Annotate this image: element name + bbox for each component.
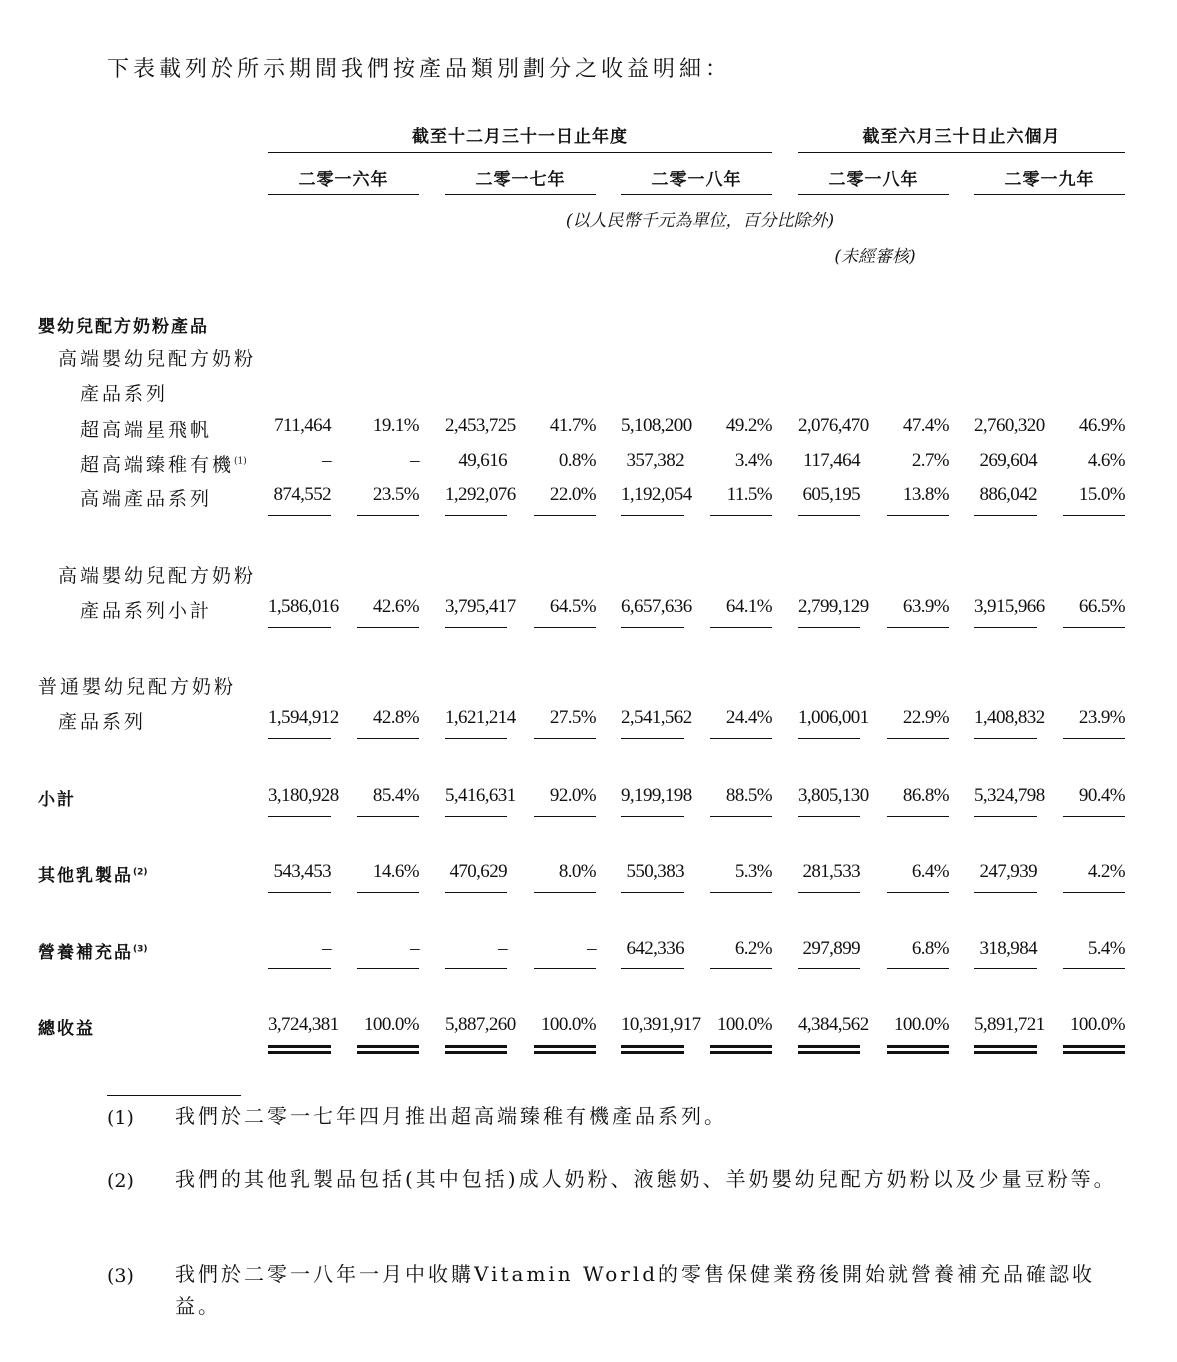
row-subtotal-col-8: 86.8%	[902, 785, 949, 806]
row-total-revenue-col-10: 100.0%	[1070, 1014, 1125, 1035]
header-year-2019-h1: 二零一九年	[1004, 170, 1095, 190]
row-premium-subtotal-col-1: 1,586,016	[268, 596, 339, 617]
row-premium-products-col-2: 23.5%	[372, 484, 419, 505]
row-regular-series-underline-9	[974, 738, 1037, 739]
row-other-dairy-underline-3	[445, 892, 507, 893]
row-super-premium-organic-col-5: 357,382	[626, 450, 684, 471]
row-other-dairy-underline-2	[357, 892, 419, 893]
row-total-revenue-double-underline-1	[268, 1045, 331, 1054]
row-total-revenue-col-2: 100.0%	[364, 1014, 419, 1035]
row-total-revenue-col-1: 3,724,381	[268, 1014, 339, 1035]
row-premium-subtotal-col-8: 63.9%	[902, 596, 949, 617]
row-other-dairy-col-4: 8.0%	[558, 861, 596, 882]
row-nutrition-col-5: 642,336	[626, 938, 684, 959]
header-year-2019-h1-rule	[974, 194, 1125, 195]
header-group-annual-rule	[268, 152, 772, 153]
unit-note: (以人民幣千元為單位，百分比除外)	[565, 211, 835, 231]
row-regular-series-col-8: 22.9%	[902, 707, 949, 728]
footnote-2-number: (2)	[107, 1170, 134, 1192]
row-premium-products-col-3: 1,292,076	[445, 484, 516, 505]
row-nutrition-col-7: 297,899	[802, 938, 860, 959]
header-year-2018-rule	[621, 194, 772, 195]
row-subtotal-col-1: 3,180,928	[268, 785, 339, 806]
row-premium-subtotal-underline-6	[710, 627, 772, 628]
row-premium-products-col-9: 886,042	[979, 484, 1037, 505]
row-nutrition-underline-7	[798, 968, 860, 969]
row-subtotal-col-9: 5,324,798	[974, 785, 1045, 806]
row-regular-series-underline-1	[268, 738, 331, 739]
row-total-revenue-col-6: 100.0%	[717, 1014, 772, 1035]
row-premium-subtotal-underline-9	[974, 627, 1037, 628]
row-premium-products-underline-8	[887, 515, 949, 516]
row-premium-products-col-4: 22.0%	[549, 484, 596, 505]
header-year-2016-rule	[268, 194, 419, 195]
row-subtotal-underline-8	[887, 816, 949, 817]
row-total-revenue-col-7: 4,384,562	[798, 1014, 869, 1035]
row-subtotal-col-10: 90.4%	[1078, 785, 1125, 806]
row-other-dairy-underline-1	[268, 892, 331, 893]
row-premium-subtotal-underline-3	[445, 627, 507, 628]
row-super-premium-star-col-2: 19.1%	[372, 415, 419, 436]
row-regular-series-col-10: 23.9%	[1078, 707, 1125, 728]
row-premium-subtotal-col-2: 42.6%	[372, 596, 419, 617]
row-regular-series-col-7: 1,006,001	[798, 707, 869, 728]
row-regular-series-underline-8	[887, 738, 949, 739]
row-nutrition-underline-5	[621, 968, 684, 969]
header-year-2018-h1: 二零一八年	[828, 170, 919, 190]
row-subtotal-underline-7	[798, 816, 860, 817]
row-premium-products-underline-7	[798, 515, 860, 516]
row-regular-series-col-4: 27.5%	[549, 707, 596, 728]
row-nutrition-col-6: 6.2%	[734, 938, 772, 959]
row-other-dairy-col-8: 6.4%	[911, 861, 949, 882]
row-super-premium-star-col-5: 5,108,200	[621, 415, 692, 436]
header-group-annual: 截至十二月三十一日止年度	[412, 127, 628, 147]
row-nutrition-underline-2	[357, 968, 419, 969]
row-premium-products-col-1: 874,552	[273, 484, 331, 505]
row-super-premium-star-col-7: 2,076,470	[798, 415, 869, 436]
row-label-total-revenue: 總收益	[38, 1019, 95, 1039]
row-subtotal-col-7: 3,805,130	[798, 785, 869, 806]
row-premium-subtotal-col-4: 64.5%	[549, 596, 596, 617]
footnote-ref-3: (3)	[133, 944, 148, 955]
row-regular-series-underline-7	[798, 738, 860, 739]
footnote-2-text: 我們的其他乳製品包括(其中包括)成人奶粉、液態奶、羊奶嬰幼兒配方奶粉以及少量豆粉等。	[175, 1167, 1117, 1191]
row-subtotal-underline-2	[357, 816, 419, 817]
row-total-revenue-col-8: 100.0%	[894, 1014, 949, 1035]
row-total-revenue-double-underline-3	[445, 1045, 507, 1054]
row-super-premium-star-col-8: 47.4%	[902, 415, 949, 436]
row-subtotal-underline-6	[710, 816, 772, 817]
unaudited-note: (未經審核)	[834, 247, 916, 267]
row-total-revenue-double-underline-4	[534, 1045, 596, 1054]
footnote-3-text: 我們於二零一八年一月中收購Vitamin World的零售保健業務後開始就營養補充品確認收益。	[175, 1262, 1096, 1318]
row-regular-series-underline-10	[1063, 738, 1125, 739]
row-other-dairy-underline-6	[710, 892, 772, 893]
row-premium-subtotal-col-3: 3,795,417	[445, 596, 516, 617]
row-regular-series-col-1: 1,594,912	[268, 707, 339, 728]
row-super-premium-star-col-4: 41.7%	[549, 415, 596, 436]
row-subtotal-underline-4	[534, 816, 596, 817]
row-nutrition-underline-4	[534, 968, 596, 969]
row-total-revenue-double-underline-6	[710, 1045, 772, 1054]
row-other-dairy-underline-5	[621, 892, 684, 893]
row-super-premium-organic-col-6: 3.4%	[734, 450, 772, 471]
row-total-revenue-double-underline-7	[798, 1045, 860, 1054]
row-regular-series-col-2: 42.8%	[372, 707, 419, 728]
row-other-dairy-underline-10	[1063, 892, 1125, 893]
row-label-premium-subtotal-line2: 產品系列小計	[80, 600, 213, 622]
row-label-nutrition: 營養補充品$^{(3)}$	[38, 943, 148, 963]
row-premium-subtotal-underline-4	[534, 627, 596, 628]
row-nutrition-col-1: –	[322, 938, 331, 959]
footnote-1-number: (1)	[107, 1107, 134, 1129]
row-nutrition-col-4: –	[587, 938, 596, 959]
row-super-premium-organic-col-9: 269,604	[979, 450, 1037, 471]
row-label-premium-series-line2: 產品系列	[80, 383, 169, 405]
row-regular-series-underline-5	[621, 738, 684, 739]
footnote-1-text: 我們於二零一七年四月推出超高端臻稚有機產品系列。	[175, 1104, 727, 1128]
row-premium-products-col-10: 15.0%	[1078, 484, 1125, 505]
row-premium-subtotal-underline-7	[798, 627, 860, 628]
row-super-premium-organic-col-4: 0.8%	[558, 450, 596, 471]
row-subtotal-underline-3	[445, 816, 507, 817]
header-group-interim: 截至六月三十日止六個月	[862, 127, 1061, 147]
header-year-2017: 二零一七年	[475, 170, 566, 190]
row-regular-series-underline-2	[357, 738, 419, 739]
row-subtotal-col-2: 85.4%	[372, 785, 419, 806]
row-super-premium-organic-col-3: 49,616	[458, 450, 507, 471]
row-super-premium-star-col-9: 2,760,320	[974, 415, 1045, 436]
row-premium-products-underline-5	[621, 515, 684, 516]
row-subtotal-col-6: 88.5%	[725, 785, 772, 806]
row-premium-subtotal-underline-5	[621, 627, 684, 628]
row-label-regular-series-line2: 產品系列	[58, 711, 147, 733]
header-year-2017-rule	[445, 194, 596, 195]
row-nutrition-col-10: 5.4%	[1087, 938, 1125, 959]
row-premium-products-col-8: 13.8%	[902, 484, 949, 505]
footnote-ref-2: (2)	[133, 867, 148, 878]
row-nutrition-underline-6	[710, 968, 772, 969]
row-other-dairy-col-5: 550,383	[626, 861, 684, 882]
row-subtotal-underline-5	[621, 816, 684, 817]
row-total-revenue-col-4: 100.0%	[541, 1014, 596, 1035]
row-super-premium-star-col-1: 711,464	[274, 415, 331, 436]
row-total-revenue-double-underline-8	[887, 1045, 949, 1054]
header-year-2018-h1-rule	[798, 194, 949, 195]
header-year-2018: 二零一八年	[651, 170, 742, 190]
row-premium-products-col-5: 1,192,054	[621, 484, 692, 505]
row-premium-subtotal-underline-8	[887, 627, 949, 628]
row-super-premium-organic-col-2: –	[410, 450, 419, 471]
header-year-2016: 二零一六年	[298, 170, 389, 190]
row-regular-series-col-5: 2,541,562	[621, 707, 692, 728]
row-nutrition-col-2: –	[410, 938, 419, 959]
row-premium-products-underline-3	[445, 515, 507, 516]
footnote-3-number: (3)	[107, 1265, 134, 1287]
row-total-revenue-col-3: 5,887,260	[445, 1014, 516, 1035]
row-nutrition-col-3: –	[498, 938, 507, 959]
row-other-dairy-col-6: 5.3%	[734, 861, 772, 882]
row-premium-products-col-7: 605,195	[802, 484, 860, 505]
row-super-premium-star-col-10: 46.9%	[1078, 415, 1125, 436]
row-premium-subtotal-col-10: 66.5%	[1078, 596, 1125, 617]
row-total-revenue-col-5: 10,391,917	[621, 1014, 701, 1035]
row-regular-series-col-9: 1,408,832	[974, 707, 1045, 728]
row-label-super-premium-star: 超高端星飛帆	[80, 419, 213, 441]
row-other-dairy-col-3: 470,629	[449, 861, 507, 882]
row-super-premium-star-col-3: 2,453,725	[445, 415, 516, 436]
row-label-regular-series-line1: 普通嬰幼兒配方奶粉	[38, 676, 237, 698]
row-label-premium-subtotal-line1: 高端嬰幼兒配方奶粉	[58, 565, 257, 587]
row-nutrition-underline-10	[1063, 968, 1125, 969]
row-subtotal-col-5: 9,199,198	[621, 785, 692, 806]
row-subtotal-col-4: 92.0%	[549, 785, 596, 806]
row-premium-subtotal-underline-10	[1063, 627, 1125, 628]
row-nutrition-underline-1	[268, 968, 331, 969]
row-regular-series-underline-6	[710, 738, 772, 739]
row-premium-subtotal-underline-1	[268, 627, 331, 628]
row-label-subtotal: 小計	[38, 790, 76, 810]
row-premium-subtotal-col-5: 6,657,636	[621, 596, 692, 617]
row-subtotal-underline-10	[1063, 816, 1125, 817]
row-other-dairy-underline-4	[534, 892, 596, 893]
row-other-dairy-col-10: 4.2%	[1087, 861, 1125, 882]
row-nutrition-col-8: 6.8%	[911, 938, 949, 959]
row-super-premium-star-col-6: 49.2%	[725, 415, 772, 436]
row-total-revenue-col-9: 5,891,721	[974, 1014, 1045, 1035]
row-regular-series-underline-4	[534, 738, 596, 739]
row-subtotal-underline-9	[974, 816, 1037, 817]
row-premium-products-underline-4	[534, 515, 596, 516]
footnote-ref-1: (1)	[234, 456, 247, 467]
row-label-super-premium-organic: 超高端臻稚有機$^{(1)}$	[80, 454, 247, 476]
row-super-premium-organic-col-1: –	[322, 450, 331, 471]
intro-text: 下表載列於所示期間我們按產品類別劃分之收益明細：	[107, 57, 732, 82]
row-premium-products-underline-9	[974, 515, 1037, 516]
row-total-revenue-double-underline-9	[974, 1045, 1037, 1054]
row-nutrition-underline-3	[445, 968, 507, 969]
row-other-dairy-underline-8	[887, 892, 949, 893]
row-premium-subtotal-col-9: 3,915,966	[974, 596, 1045, 617]
row-other-dairy-underline-9	[974, 892, 1037, 893]
row-other-dairy-col-7: 281,533	[802, 861, 860, 882]
row-premium-products-underline-2	[357, 515, 419, 516]
row-nutrition-col-9: 318,984	[979, 938, 1037, 959]
row-nutrition-underline-8	[887, 968, 949, 969]
row-premium-products-underline-10	[1063, 515, 1125, 516]
row-premium-products-col-6: 11.5%	[726, 484, 772, 505]
row-label-infant-formula: 嬰幼兒配方奶粉產品	[38, 317, 209, 337]
row-total-revenue-double-underline-2	[357, 1045, 419, 1054]
row-super-premium-organic-col-7: 117,464	[803, 450, 860, 471]
row-label-premium-series-line1: 高端嬰幼兒配方奶粉	[58, 348, 257, 370]
row-label-other-dairy: 其他乳製品$^{(2)}$	[38, 866, 148, 886]
row-premium-subtotal-col-6: 64.1%	[725, 596, 772, 617]
row-premium-products-underline-1	[268, 515, 331, 516]
row-super-premium-organic-col-8: 2.7%	[911, 450, 949, 471]
row-subtotal-underline-1	[268, 816, 331, 817]
row-regular-series-col-6: 24.4%	[725, 707, 772, 728]
row-other-dairy-col-9: 247,939	[979, 861, 1037, 882]
row-regular-series-col-3: 1,621,214	[445, 707, 516, 728]
row-nutrition-underline-9	[974, 968, 1037, 969]
row-premium-subtotal-col-7: 2,799,129	[798, 596, 869, 617]
row-total-revenue-double-underline-10	[1063, 1045, 1125, 1054]
row-other-dairy-underline-7	[798, 892, 860, 893]
row-subtotal-col-3: 5,416,631	[445, 785, 516, 806]
row-regular-series-underline-3	[445, 738, 507, 739]
header-group-interim-rule	[798, 152, 1125, 153]
row-total-revenue-double-underline-5	[621, 1045, 684, 1054]
footnote-rule	[107, 1095, 241, 1096]
row-premium-products-underline-6	[710, 515, 772, 516]
row-other-dairy-col-2: 14.6%	[372, 861, 419, 882]
row-premium-subtotal-underline-2	[357, 627, 419, 628]
row-label-premium-products: 高端產品系列	[80, 488, 213, 510]
row-other-dairy-col-1: 543,453	[273, 861, 331, 882]
row-super-premium-organic-col-10: 4.6%	[1087, 450, 1125, 471]
